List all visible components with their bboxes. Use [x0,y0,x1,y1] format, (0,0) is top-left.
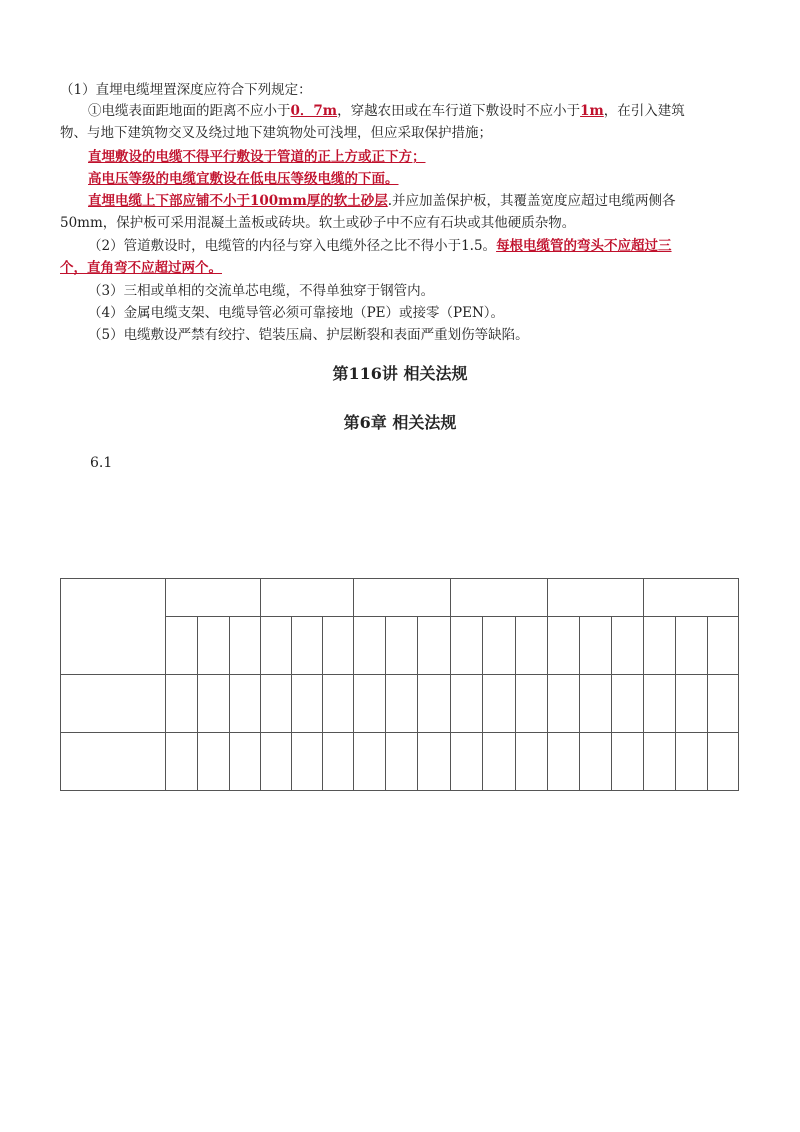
para-4-highlight: 直埋敷设的电缆不得平行敷设于管道的正上方或正下方； [88,149,426,165]
table-cell [451,579,547,617]
para-10: （3）三相或单相的交流单芯电缆，不得单独穿于钢管内。 [88,283,435,299]
para-5-highlight: 高电压等级的电缆宜敷设在低电压等级电缆的下面。 [88,171,399,187]
para-2 [88,101,685,121]
table-cell [386,617,418,675]
para-8-highlight: 每根电缆管的弯头不应超过三 [496,238,672,254]
table-row [61,579,739,617]
table-cell [166,733,198,791]
para-2-text-c: ，穿越农田或在车行道下敷设时不应小于 [337,103,581,119]
table-cell [451,675,483,733]
depth-value-1: 0．7m [290,103,338,119]
lecture-heading: 第116讲 相关法规 [332,364,468,383]
table-cell [323,617,354,675]
table-cell [547,617,579,675]
table-cell [515,733,547,791]
para-8 [88,236,672,256]
table-cell [166,617,198,675]
table-cell [261,579,354,617]
table-cell [643,733,675,791]
table-cell [643,617,675,675]
para-12: （5）电缆敷设严禁有绞拧、铠装压扁、护层断裂和表面严重划伤等缺陷。 [88,327,529,343]
table-cell [292,733,323,791]
table-cell [579,617,611,675]
table-cell [643,579,738,617]
para-6 [88,191,676,211]
para-9-highlight: 个，直角弯不应超过两个。 [60,260,222,276]
para-6-text-b: .并应加盖保护板，其覆盖宽度应超过电缆两侧各 [387,193,676,209]
table-cell [323,733,354,791]
para-2-text-a: ①电缆表面距地面的距离不应小于 [88,103,291,119]
para-3: 物、与地下建筑物交叉及绕过地下建筑物处可浅埋，但应采取保护措施； [60,125,492,141]
table-cell [292,617,323,675]
para-1: （1）直埋电缆埋置深度应符合下列规定： [60,82,312,98]
table-cell [61,675,166,733]
table-cell [166,675,198,733]
table-cell [354,579,451,617]
table-cell [354,617,386,675]
empty-grid-table [60,578,739,791]
section-number: 6.1 [90,455,113,471]
table-cell [611,733,643,791]
table-cell [483,675,515,733]
table-cell [483,617,515,675]
table-cell [230,617,261,675]
table-cell [198,733,230,791]
table-cell [323,675,354,733]
table-cell [261,733,292,791]
table-cell [707,733,738,791]
table-cell [61,733,166,791]
table-cell [386,733,418,791]
table-cell [451,733,483,791]
table-cell [261,617,292,675]
table-cell [418,733,451,791]
table-cell [547,675,579,733]
table-cell [198,617,230,675]
table-row [61,675,739,733]
table-cell [611,675,643,733]
table-row [61,733,739,791]
table-cell [547,579,643,617]
para-2-text-e: ，在引入建筑 [603,103,685,119]
table-cell [292,675,323,733]
table-cell [643,675,675,733]
table-cell [579,733,611,791]
table-cell [61,579,166,675]
table-cell [198,675,230,733]
table-cell [166,579,261,617]
table-cell [611,617,643,675]
table-cell [579,675,611,733]
table-cell [675,675,707,733]
table-cell [354,733,386,791]
table-cell [230,733,261,791]
table-cell [515,617,547,675]
para-11: （4）金属电缆支架、电缆导管必须可靠接地（PE）或接零（PEN）。 [88,305,505,321]
table-cell [386,675,418,733]
table-cell [707,675,738,733]
para-8-text-a: （2）管道敷设时，电缆管的内径与穿入电缆外径之比不得小于1.5。 [88,238,497,254]
table-cell [261,675,292,733]
table-cell [418,675,451,733]
para-6-highlight: 直埋电缆上下部应铺不小于100mm厚的软土砂层 [88,193,388,209]
table-cell [515,675,547,733]
table-cell [707,617,738,675]
table-cell [354,675,386,733]
chapter-heading: 第6章 相关法规 [343,413,457,432]
table-cell [418,617,451,675]
table-cell [675,733,707,791]
para-7: 50mm，保护板可采用混凝土盖板或砖块。软土或砂子中不应有石块或其他硬质杂物。 [60,215,576,231]
table-cell [675,617,707,675]
table-cell [451,617,483,675]
table-cell [230,675,261,733]
depth-value-2: 1m [580,103,604,119]
table-cell [547,733,579,791]
table-cell [483,733,515,791]
